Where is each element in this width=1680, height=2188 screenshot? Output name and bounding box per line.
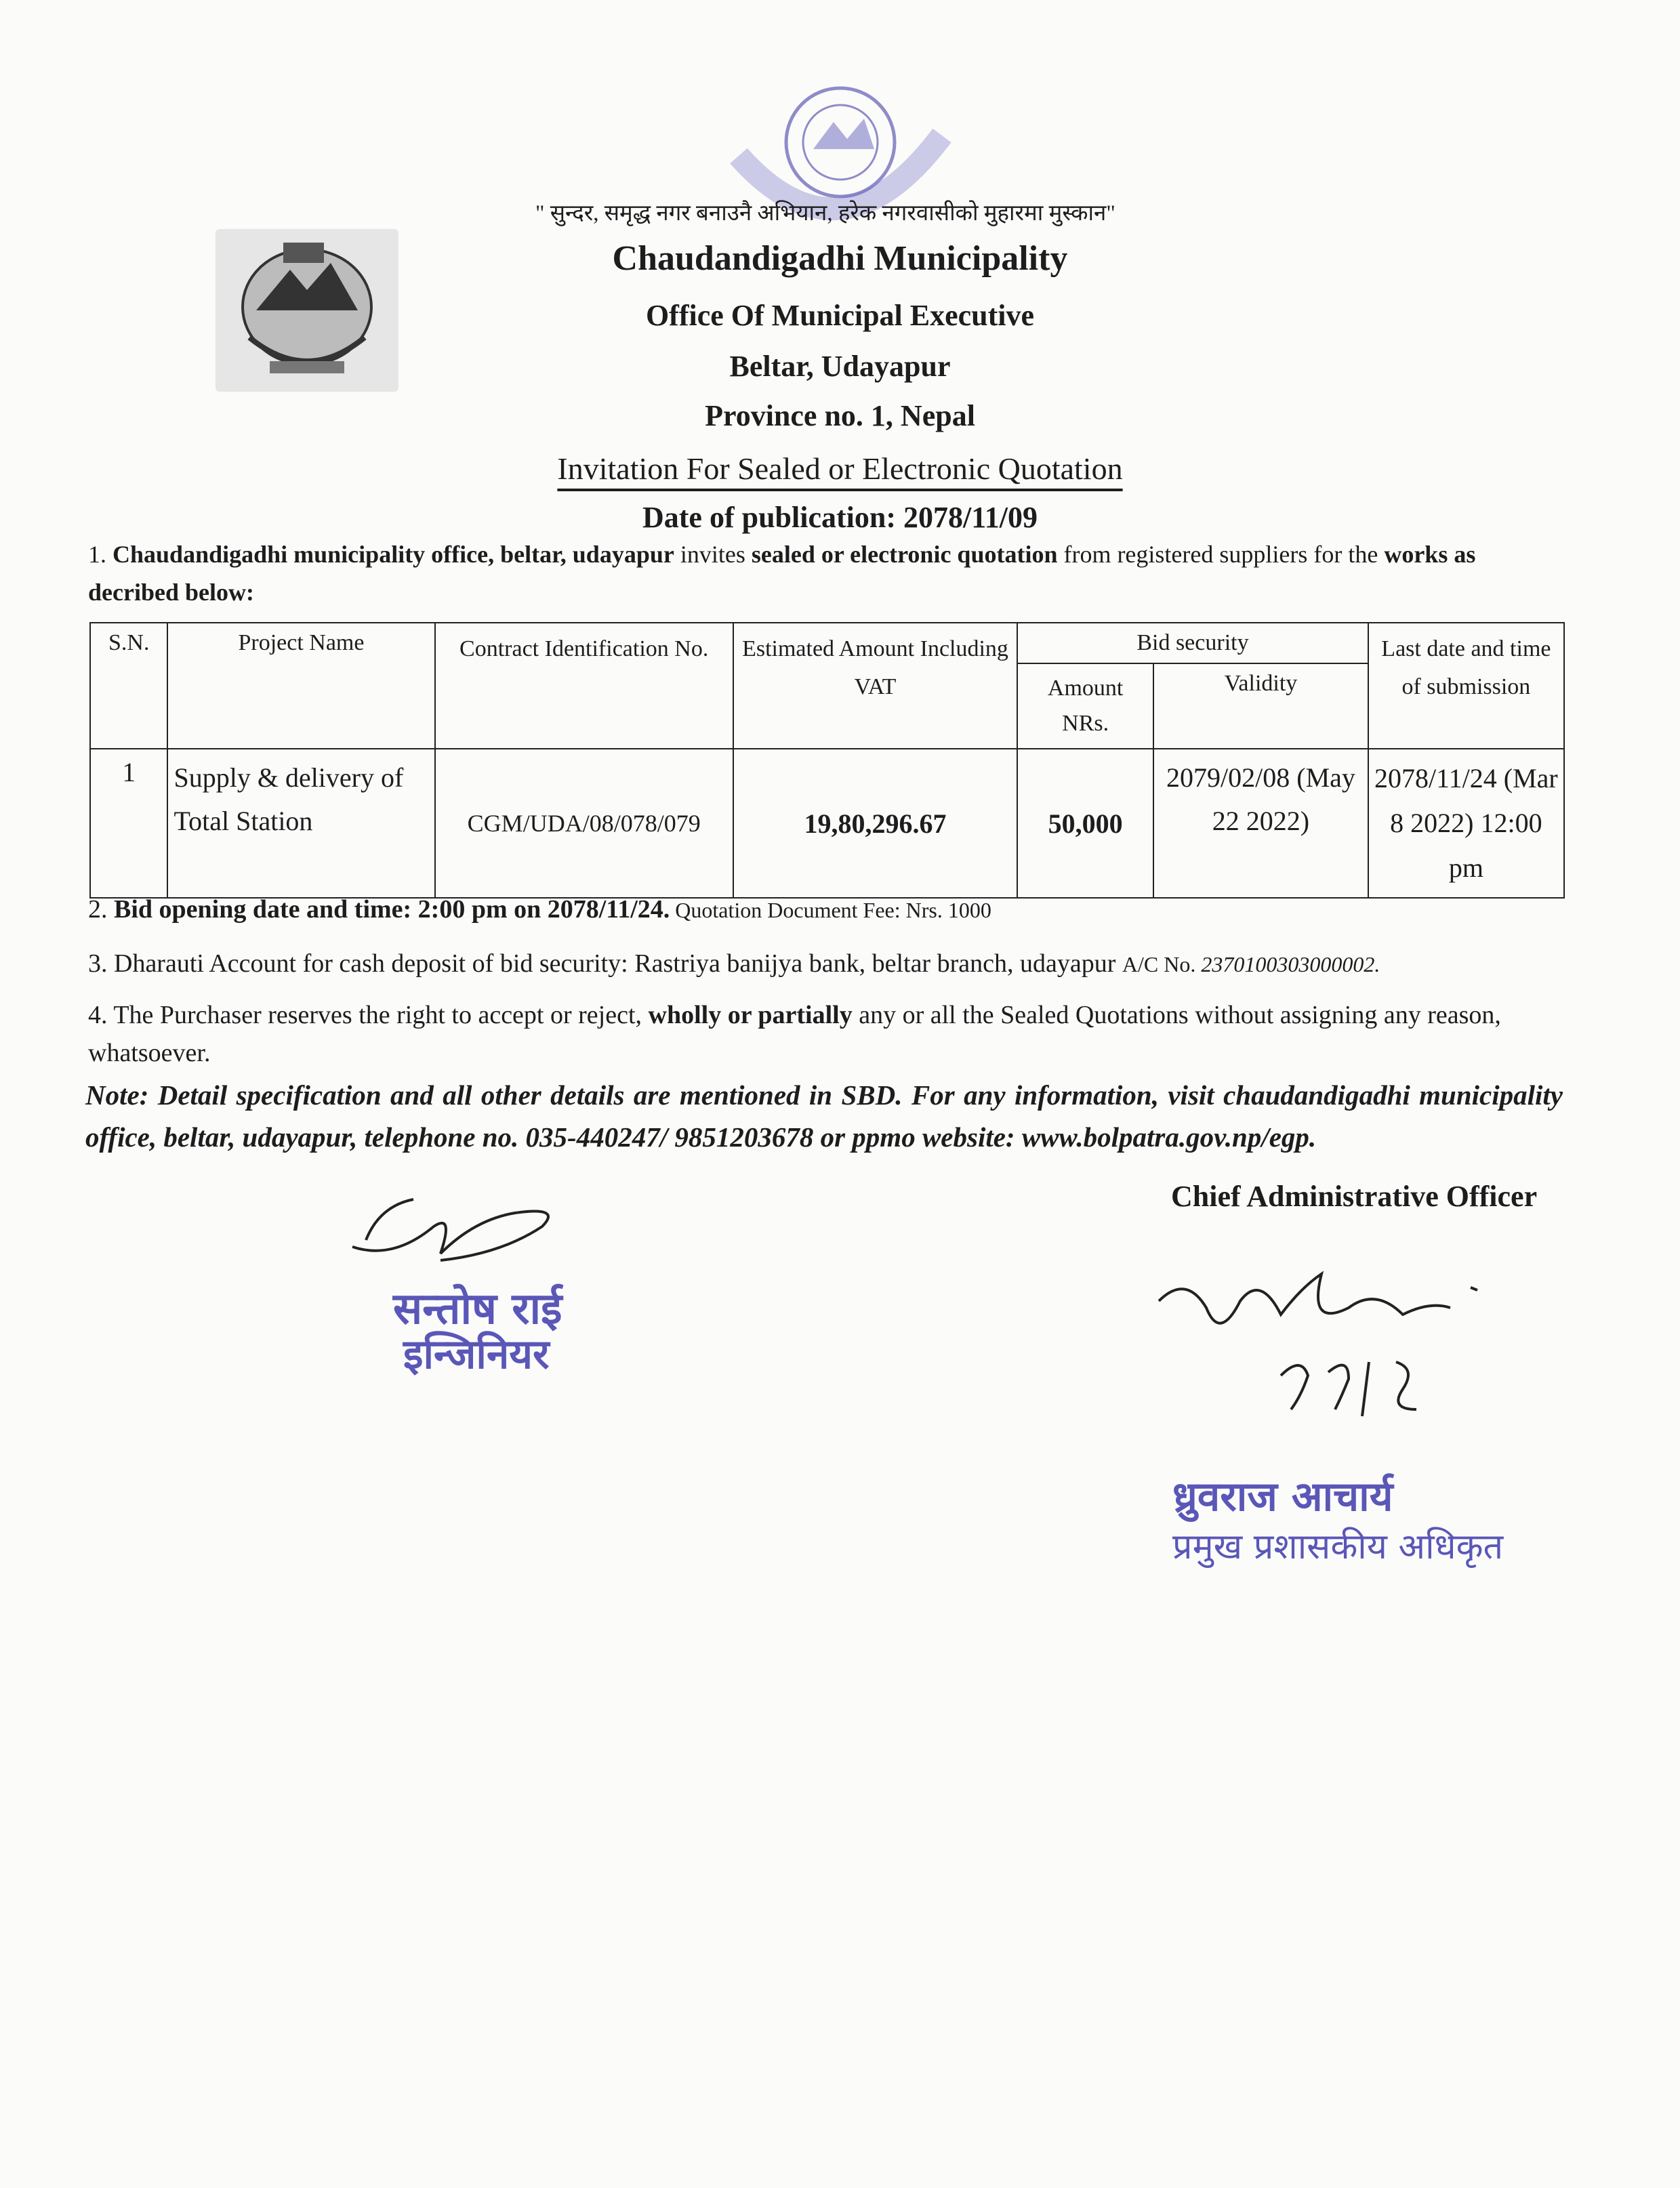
signatory-title: Chief Administrative Officer bbox=[1171, 1180, 1538, 1213]
notice-title: Invitation For Sealed or Electronic Quotation bbox=[557, 451, 1123, 486]
engineer-name-stamp: सन्तोष राई bbox=[393, 1284, 562, 1334]
location-title: Beltar, Udayapur bbox=[729, 350, 951, 383]
cao-signature bbox=[1145, 1260, 1525, 1453]
paragraph-1: 1. Chaudandigadhi municipality office, beltar, udayapur invites sealed or electronic quotation from registered suppliers for the works as decribed below: bbox=[88, 541, 1476, 606]
col-amount: Amount NRs. bbox=[1017, 663, 1153, 749]
col-validity: Validity bbox=[1153, 663, 1368, 749]
cell-last-date: 2078/11/24 (Mar 8 2022) 12:00 pm bbox=[1368, 749, 1564, 898]
office-title: Office Of Municipal Executive bbox=[645, 299, 1035, 332]
engineer-signature bbox=[339, 1179, 583, 1277]
cell-validity: 2079/02/08 (May 22 2022) bbox=[1153, 749, 1368, 898]
col-sn: S.N. bbox=[90, 623, 167, 749]
cell-sn: 1 bbox=[90, 749, 167, 898]
note-paragraph: Note: Detail specification and all other details are mentioned in SBD. For any information, visit chaudandigadhi municipality office, beltar, udayapur, telephone no. 035-440247/ 9851203678 or ppmo website: www.bolpatra.gov.np/egp. bbox=[85, 1079, 1563, 1153]
cell-estimate: 19,80,296.67 bbox=[733, 749, 1017, 898]
cell-amount: 50,000 bbox=[1017, 749, 1153, 898]
cell-contract: CGM/UDA/08/078/079 bbox=[435, 749, 733, 898]
col-bid-security: Bid security bbox=[1017, 623, 1368, 663]
publication-date: Date of publication: 2078/11/09 bbox=[642, 501, 1038, 534]
quotation-table bbox=[89, 622, 1565, 899]
col-project: Project Name bbox=[167, 623, 434, 749]
table-row bbox=[90, 749, 1564, 898]
cao-name-stamp: ध्रुवराज आचार्य bbox=[1172, 1473, 1393, 1521]
col-last-date: Last date and time of submission bbox=[1368, 623, 1564, 749]
cell-project: Supply & delivery of Total Station bbox=[167, 749, 434, 898]
municipality-motto: " सुन्दर, समृद्ध नगर बनाउनै अभियान, हरेक नगरवासीको मुहारमा मुस्कान" bbox=[535, 201, 1115, 226]
paragraph-3: 3. Dharauti Account for cash deposit of bid security: Rastriya banijya bank, beltar branch, udayapur A/C No. 2370100303000002. bbox=[88, 949, 1380, 978]
paragraph-2: 2. Bid opening date and time: 2:00 pm on 2078/11/24. Quotation Document Fee: Nrs. 1000 bbox=[88, 895, 991, 924]
cao-role-stamp: प्रमुख प्रशासकीय अधिकृत bbox=[1172, 1527, 1504, 1567]
col-contract: Contract Identification No. bbox=[435, 623, 733, 749]
org-title: Chaudandigadhi Municipality bbox=[612, 239, 1068, 278]
engineer-role-stamp: इन्जिनियर bbox=[403, 1331, 550, 1378]
province-title: Province no. 1, Nepal bbox=[705, 399, 975, 432]
col-estimate: Estimated Amount Including VAT bbox=[733, 623, 1017, 749]
paragraph-4: 4. The Purchaser reserves the right to accept or reject, wholly or partially any or all the Sealed Quotations without assigning any reason, whatsoever. bbox=[88, 1001, 1501, 1067]
